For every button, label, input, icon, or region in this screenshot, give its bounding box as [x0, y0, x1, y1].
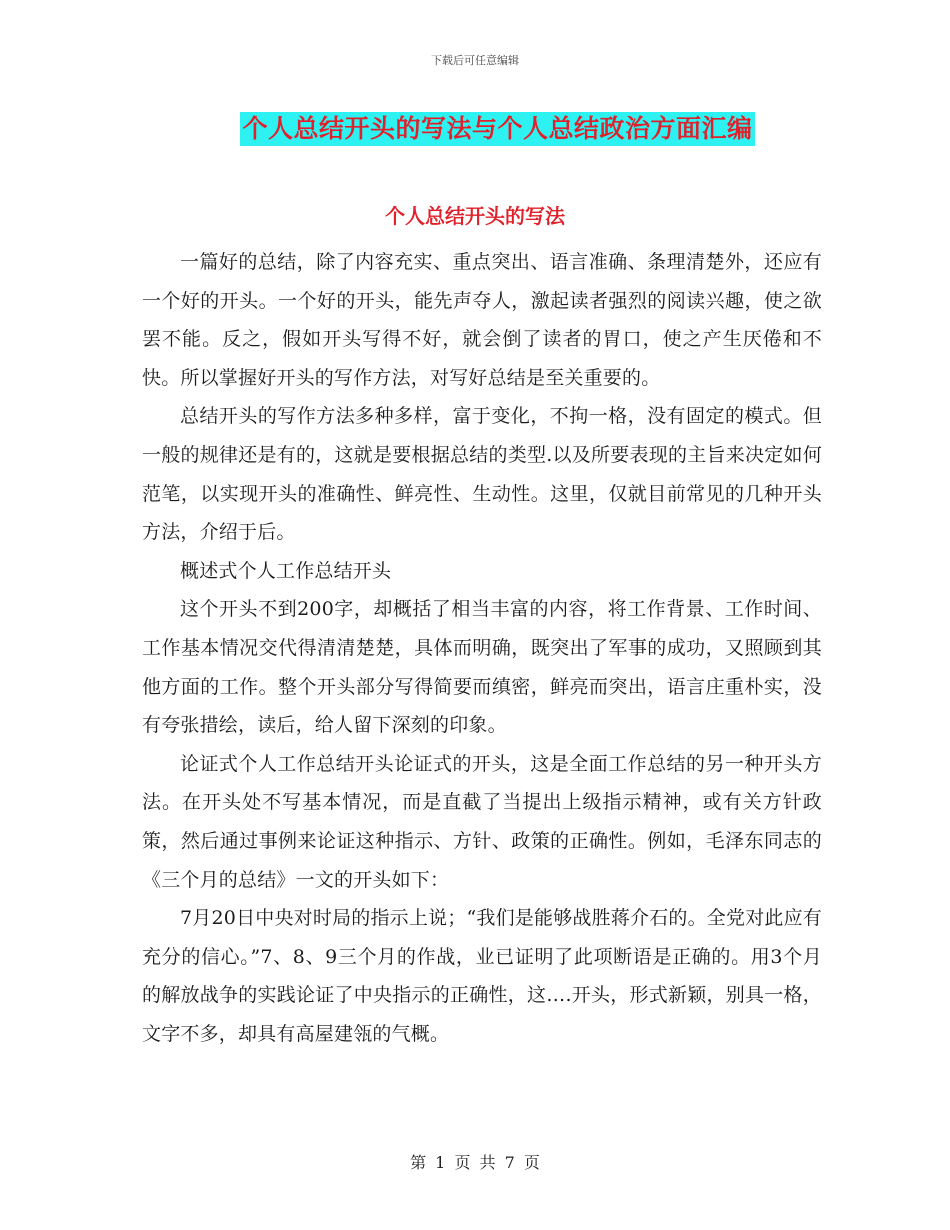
page-number-footer: 第 1 页 共 7 页: [410, 1153, 540, 1172]
page-header-note: 下载后可任意编辑: [431, 54, 519, 67]
main-title: 个人总结开头的写法与个人总结政治方面汇编: [240, 112, 754, 146]
section-title: 个人总结开头的写法: [385, 204, 565, 228]
paragraph: 总结开头的写作方法多种多样，富于变化，不拘一格，没有固定的模式。但一般的规律还是有的，这就是要根据总结的类型.以及所要表现的主旨来决定如何范笔，以实现开头的准确性、鲜亮性、生动性。这里，仅就目前常见的几种开头方法，介绍于后。: [142, 405, 822, 544]
paragraph: 7月20日中央对时局的指示上说；“我们是能够战胜蒋介石的。全党对此应有充分的信心。”7、8、9三个月的作战，业已证明了此项断语是正确的。用3个月的解放战争的实践论证了中央指示的正确性，这….开头，形式新颖，别具一格，文字不多，却具有高屋建瓴的气概。: [142, 907, 822, 1045]
paragraph: 这个开头不到200字，却概括了相当丰富的内容，将工作背景、工作时间、工作基本情况交代得清清楚楚，具体而明确，既突出了军事的成功，又照顾到其他方面的工作。整个开头部分写得简要而缜密，鲜亮而突出，语言庄重朴实，没有夸张措绘，读后，给人留下深刻的印象。: [142, 598, 822, 737]
document-body: [142, 243, 822, 1053]
main-title-container: [0, 112, 950, 146]
paragraph: 论证式个人工作总结开头论证式的开头，这是全面工作总结的另一种开头方法。在开头处不写基本情况，而是直截了当提出上级指示精神，或有关方针政策，然后通过事例来论证这种指示、方针、政策的正确性。例如，毛泽东同志的《三个月的总结》一文的开头如下：: [142, 752, 822, 891]
paragraph: 概述式个人工作总结开头: [180, 559, 392, 582]
paragraph: 一篇好的总结，除了内容充实、重点突出、语言准确、条理清楚外，还应有一个好的开头。一个好的开头，能先声夺人，激起读者强烈的阅读兴趣，使之欲罢不能。反之，假如开头写得不好，就会倒了读者的胃口，使之产生厌倦和不快。所以掌握好开头的写作方法，对写好总结是至关重要的。: [142, 251, 822, 389]
